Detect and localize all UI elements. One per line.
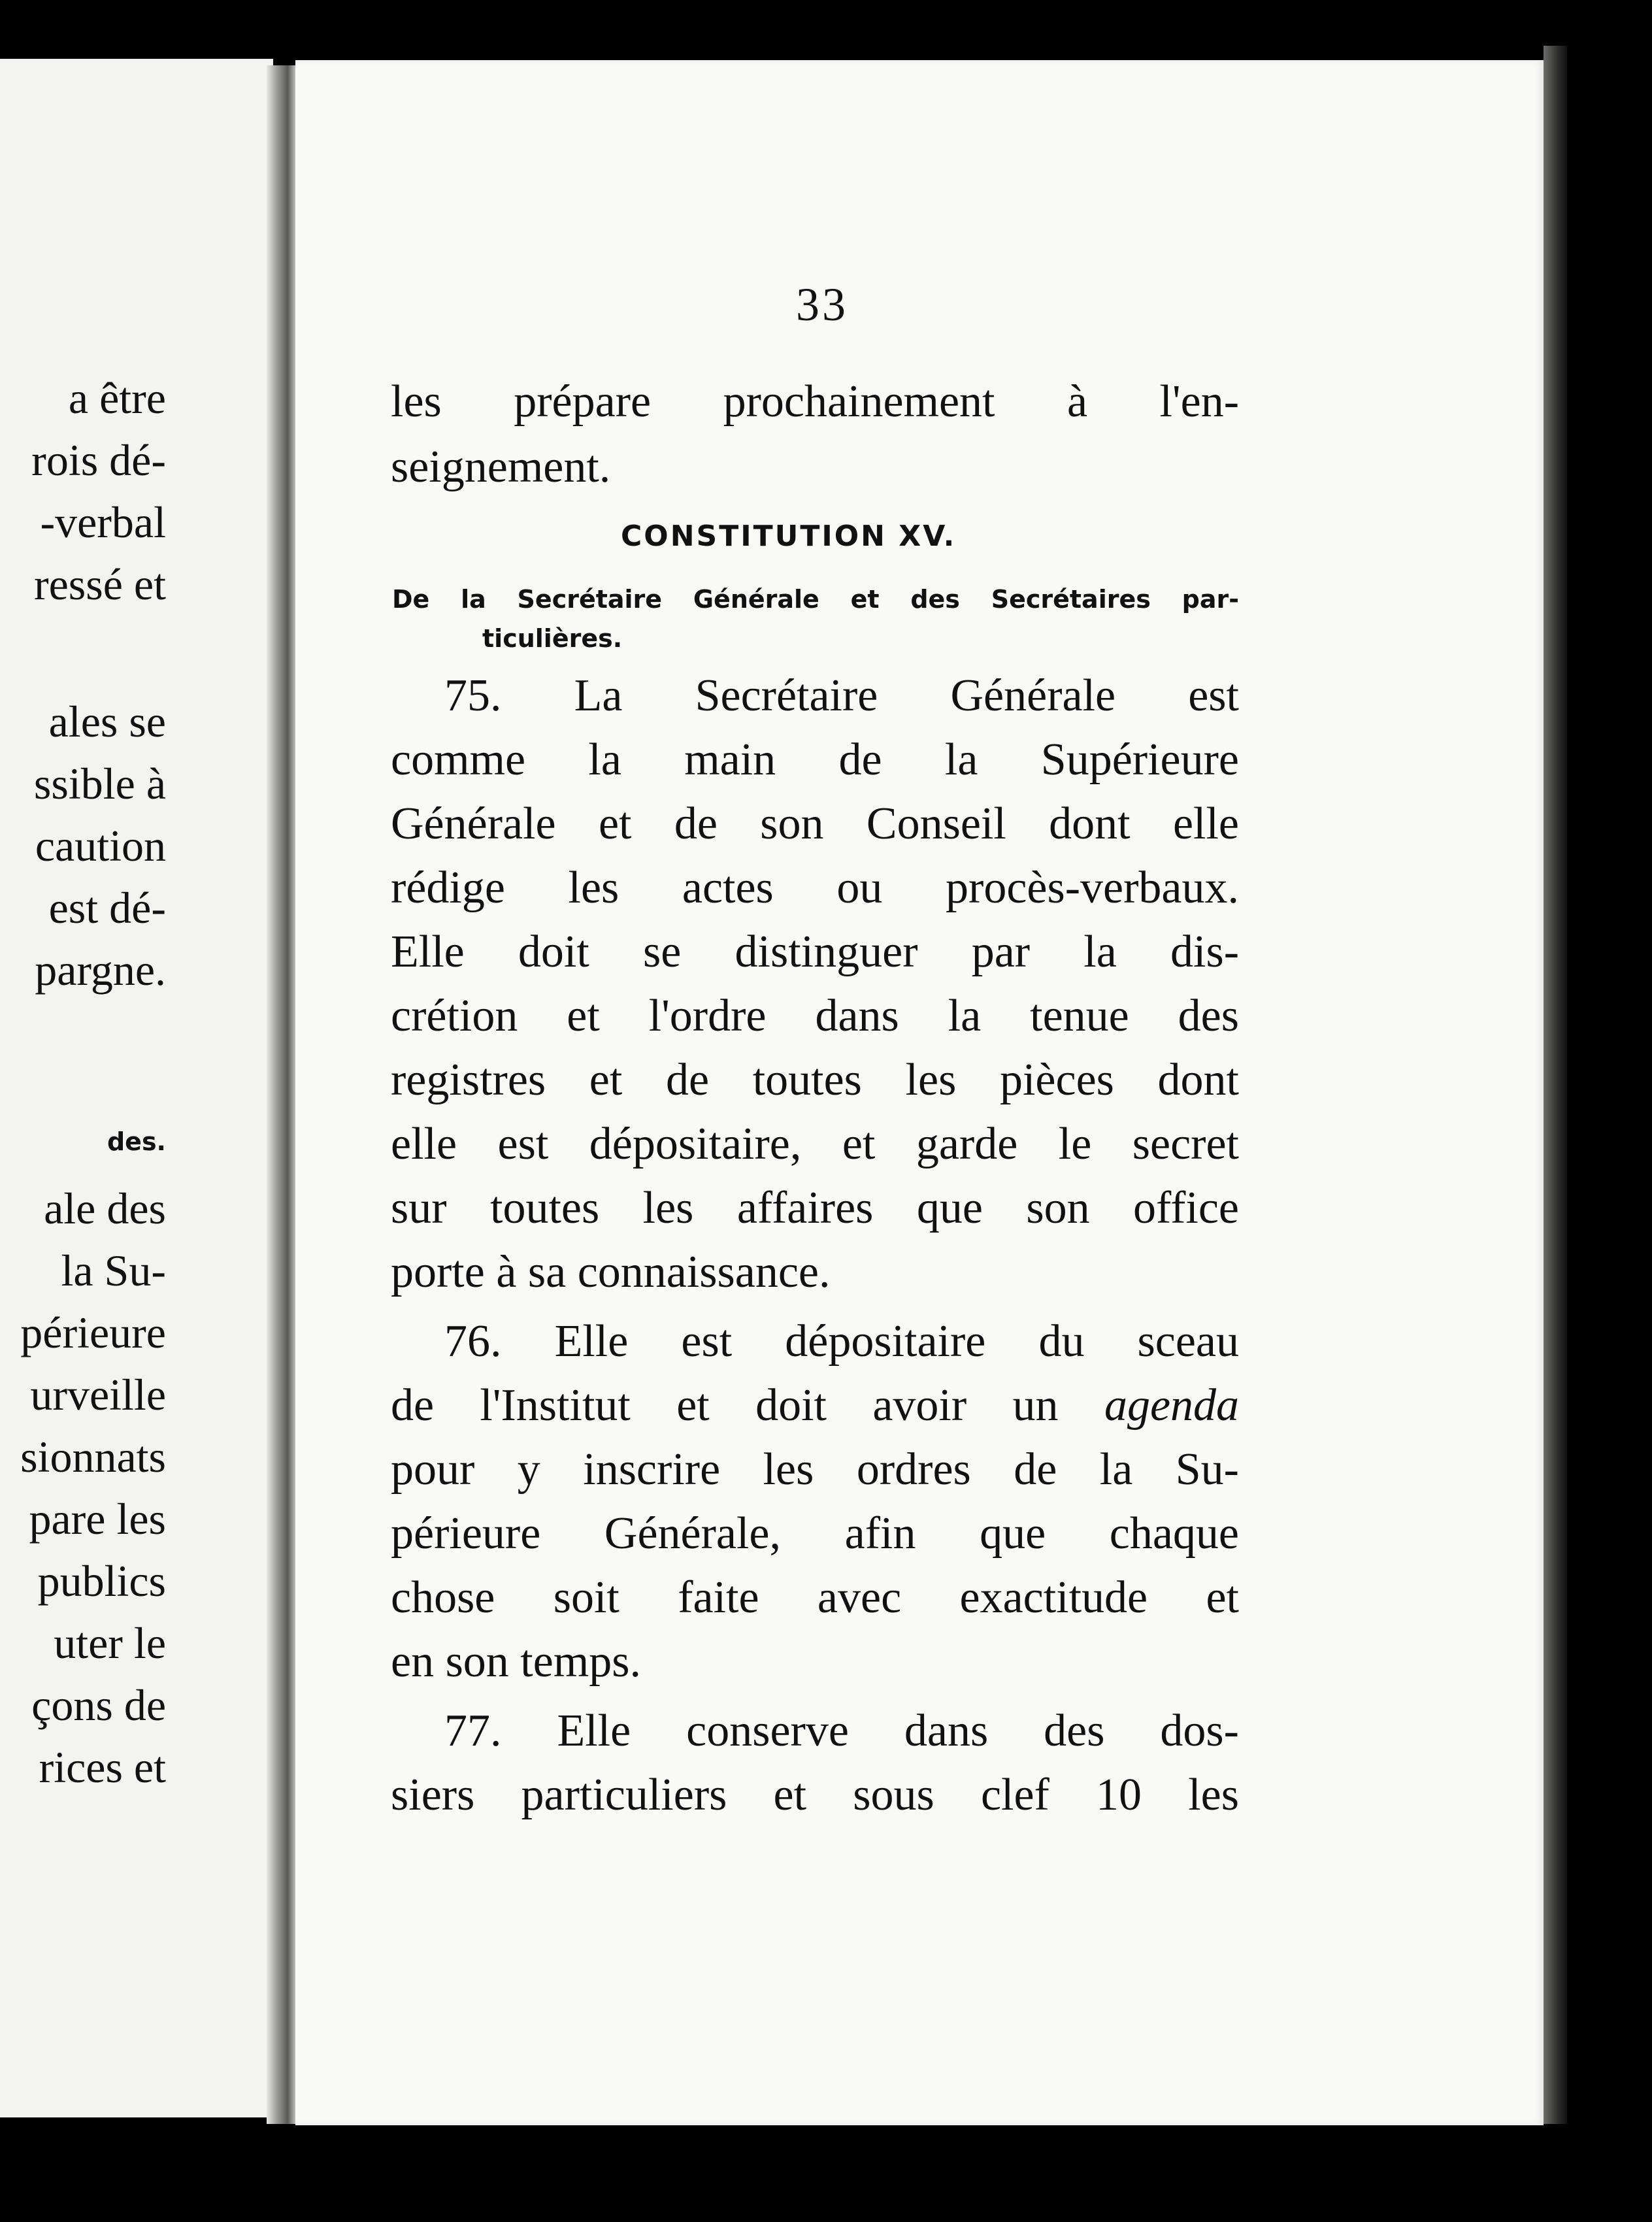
section-subheading: ticulières. (482, 624, 623, 653)
left-page (0, 59, 273, 2117)
paragraph-75-line: registres et de toutes les pièces dont (391, 1055, 1239, 1105)
paragraph-75-line: rédige les actes ou procès-verbaux. (391, 863, 1239, 913)
paragraph-75-line: porte à sa connaissance. (391, 1247, 831, 1297)
constitution-heading: CONSTITUTION XV. (621, 520, 957, 553)
left-page-fragment: rois dé- (31, 435, 166, 485)
paragraph-77-line: 77. Elle conserve dans des dos- (444, 1706, 1239, 1756)
body-line: seignement. (391, 442, 611, 492)
left-page-fragment: pargne. (35, 945, 166, 995)
left-page-fragment: uter le (54, 1618, 166, 1668)
paragraph-76-line: périeure Générale, afin que chaque (391, 1508, 1239, 1559)
paragraph-76-line: 76. Elle est dépositaire du sceau (444, 1316, 1239, 1367)
paragraph-77-line: siers particuliers et sous clef 10 les (391, 1770, 1239, 1820)
paragraph-75-line: Elle doit se distinguer par la dis- (391, 927, 1239, 977)
left-page-fragment: publics (37, 1556, 166, 1606)
section-subheading: De la Secrétaire Générale et des Secrétaires par- (392, 585, 1239, 614)
paragraph-75-line: elle est dépositaire, et garde le secret (391, 1119, 1239, 1169)
left-page-fragment: rices et (39, 1742, 166, 1792)
book-gutter (267, 65, 297, 2124)
paragraph-75-line: crétion et l'ordre dans la tenue des (391, 991, 1239, 1041)
paragraph-76-line: en son temps. (391, 1636, 642, 1687)
left-page-fragment: la Su- (61, 1246, 166, 1295)
agenda-italic: agenda (1104, 1380, 1240, 1431)
paragraph-76-line (391, 1380, 1240, 1431)
paragraph-75-line: 75. La Secrétaire Générale est (444, 671, 1239, 721)
left-page-fragment: urveille (30, 1370, 166, 1419)
left-page-fragment: périeure (20, 1308, 166, 1357)
left-page-fragment: pare les (29, 1494, 166, 1544)
left-page-fragment: caution (35, 821, 166, 871)
paragraph-76-line: chose soit faite avec exactitude et (391, 1572, 1239, 1623)
left-page-fragment: ssible à (33, 759, 166, 808)
left-page-fragment: est dé- (48, 883, 166, 933)
left-page-fragment: ales se (48, 697, 166, 746)
left-page-fragment: a être (68, 373, 166, 423)
left-page-fragment: çons de (31, 1680, 166, 1730)
left-page-fragment: ale des (44, 1184, 166, 1233)
left-page-fragment: des. (107, 1127, 166, 1156)
paragraph-76-line: pour y inscrire les ordres de la Su- (391, 1444, 1239, 1495)
paragraph-75-line: sur toutes les affaires que son office (391, 1183, 1239, 1233)
left-page-fragment: ressé et (33, 559, 166, 609)
left-page-fragment: -verbal (40, 497, 166, 547)
paragraph-75-line: comme la main de la Supérieure (391, 735, 1239, 785)
page-number: 33 (796, 278, 848, 331)
paragraph-76-text: de l'Institut et doit avoir un (391, 1380, 1059, 1431)
page-edge (1544, 46, 1567, 2124)
paragraph-75-line: Générale et de son Conseil dont elle (391, 799, 1239, 849)
left-page-fragment: sionnats (20, 1432, 166, 1482)
body-line: les prépare prochainement à l'en- (391, 376, 1239, 427)
